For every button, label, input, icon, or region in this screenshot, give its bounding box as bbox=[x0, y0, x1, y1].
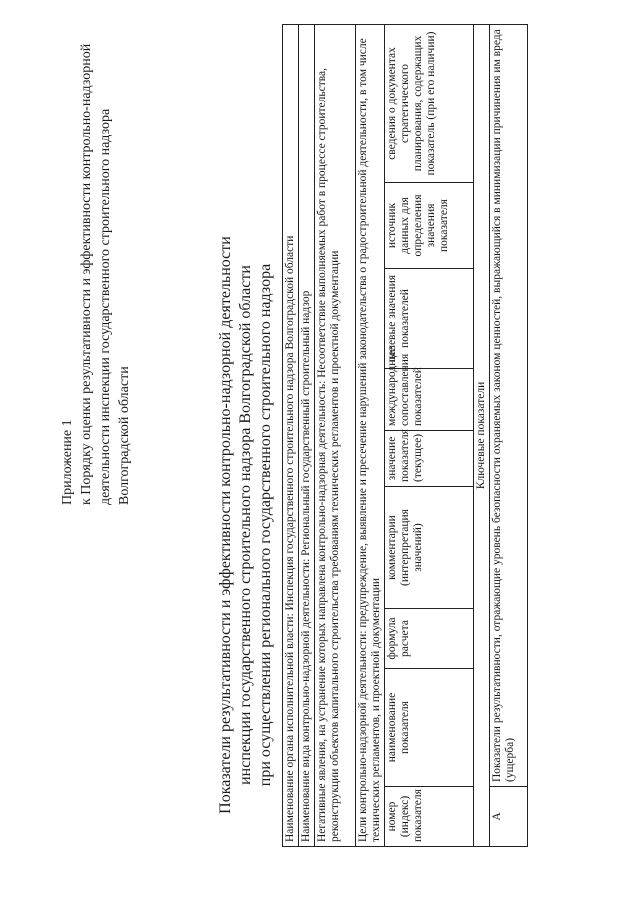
heading-line-1: Показатели результативности и эффективности контрольно-надзорной деятельности bbox=[217, 236, 234, 814]
activity-type-row: Наименование вида контрольно-надзорной деятельности: Региональный государственный строительный надзор bbox=[299, 24, 315, 846]
appendix-title: Приложение 1 bbox=[60, 419, 75, 505]
column-header: источник данных для определения значения показателя bbox=[385, 183, 474, 269]
document-heading bbox=[216, 205, 276, 845]
row-a bbox=[490, 24, 528, 846]
appendix-text: к Порядку оценки результативности и эффективности контрольно-надзорной деятельности инспекции государственного строительного надзора Волгоградской области bbox=[79, 43, 132, 505]
heading-line-3: при осуществлении регионального государственного строительного надзора bbox=[257, 263, 274, 787]
column-header: сведения о документах стратегического планирования, содержащих показатель (при его наличии) bbox=[385, 24, 474, 182]
column-headers-row bbox=[385, 24, 474, 846]
column-header: комментарии (интерпретация значений) bbox=[385, 487, 474, 609]
column-header: целевые значения показателей bbox=[385, 269, 474, 369]
column-header: международные сопоставления показателей bbox=[385, 369, 474, 431]
column-header: значение показателя (текущее) bbox=[385, 431, 474, 487]
column-header: наименование показателя bbox=[385, 669, 474, 787]
heading-line-2: инспекции государственного строительного надзора Волгоградской области bbox=[237, 265, 254, 785]
column-header: формула расчета bbox=[385, 609, 474, 669]
rotated-content bbox=[20, 25, 620, 875]
column-header: номер (индекс) показателя bbox=[385, 787, 474, 847]
section-key-indicators: Ключевые показатели bbox=[474, 24, 490, 846]
goals-row: Цели контрольно-надзорной деятельности: предупреждение, выявление и пресечение нарушений законодательства о градостроительной деятельности, в том числе технических регламентов, и проектной документации bbox=[356, 24, 385, 846]
authority-row: Наименование органа исполнительной власти: Инспекция государственного строительного надзора Волгоградской области bbox=[283, 24, 299, 846]
appendix-block bbox=[58, 35, 134, 505]
indicators-table bbox=[282, 24, 528, 847]
row-a-index: А bbox=[490, 787, 528, 847]
row-a-text: Показатели результативности, отражающие уровень безопасности охраняемых законом ценностей, выражающийся в минимизации причинения им вреда (ущерба) bbox=[490, 24, 528, 786]
negative-phenomena-row: Негативные явления, на устранение которых направлена контрольно-надзорная деятельность: Несоответствие выполняемых работ в процессе строительства, реконструкции объектов капитального строительства требованиям технических регламентов и проектной документации bbox=[315, 24, 356, 846]
